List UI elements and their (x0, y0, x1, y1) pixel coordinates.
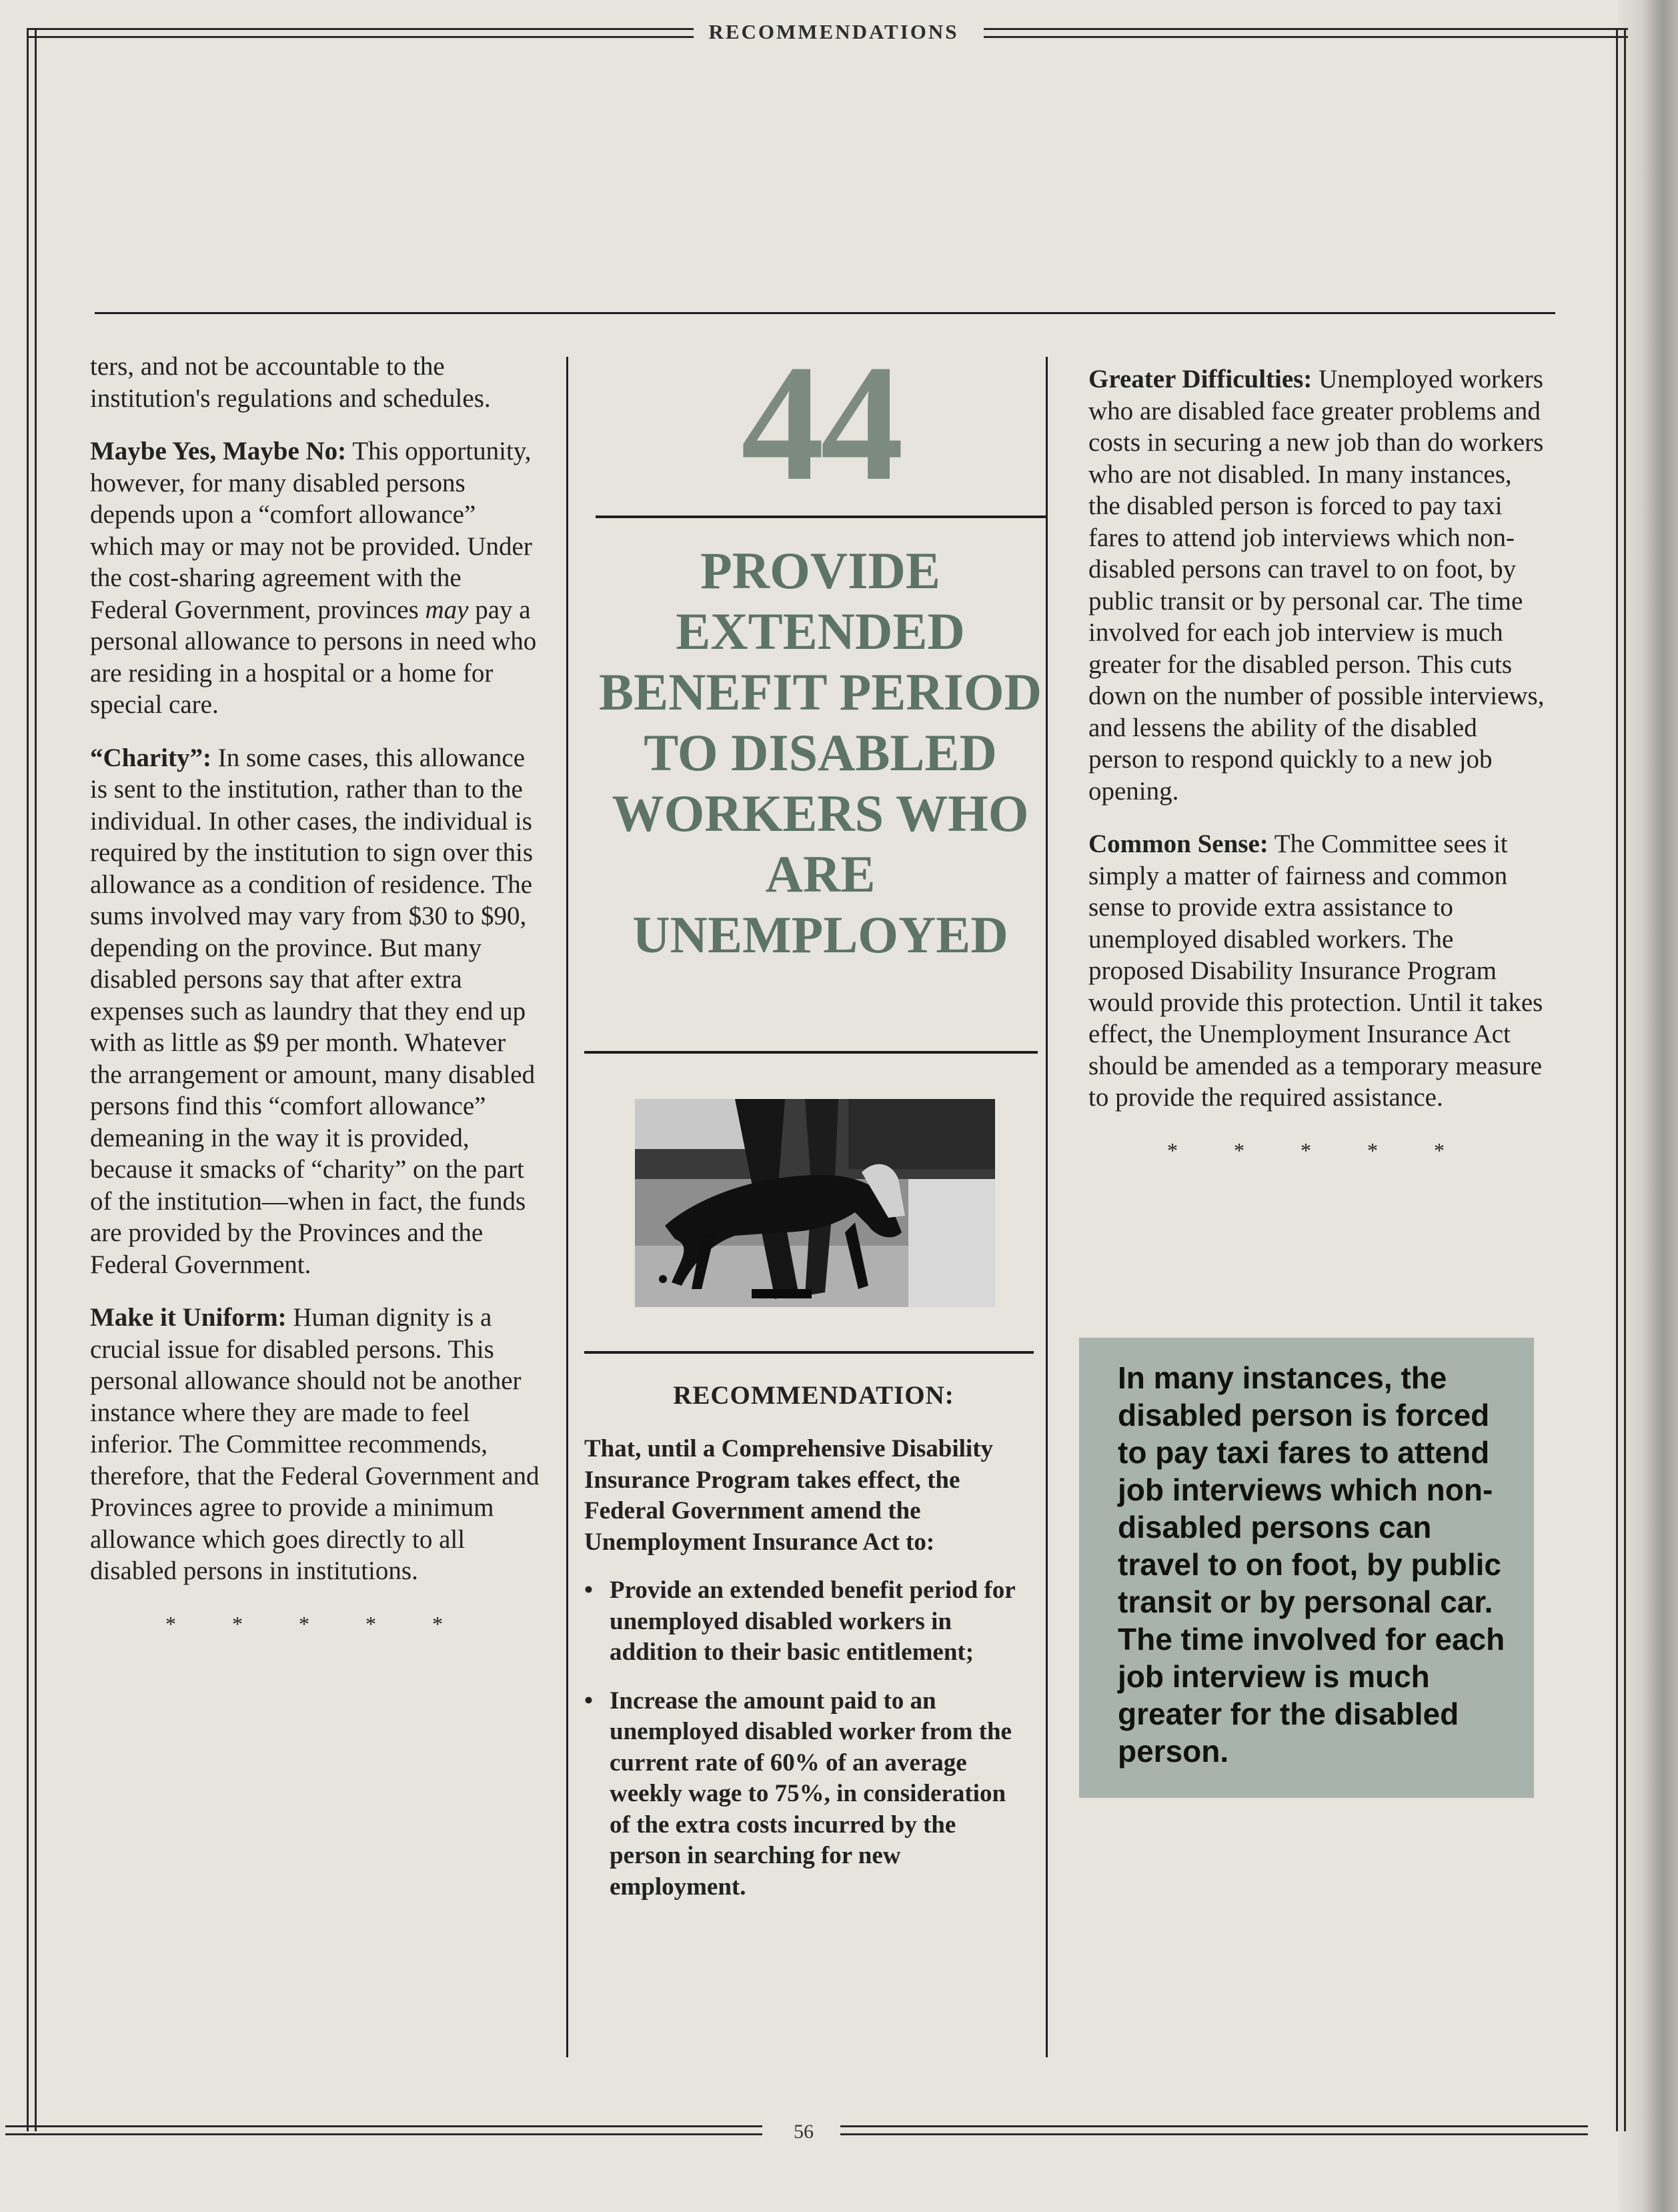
frame-bottom-right-rule (840, 2125, 1588, 2135)
running-header: RECOMMENDATIONS (694, 20, 974, 44)
headline-underline-rule (584, 1051, 1038, 1054)
paragraph-common-sense (1088, 828, 1549, 1114)
paragraph-heading: Greater Difficulties: (1088, 365, 1313, 393)
paragraph-heading: Make it Uniform: (90, 1303, 287, 1332)
guide-dog-photo (635, 1099, 995, 1307)
paragraph-body: In some cases, this allowance is sent to the institution, rather than to the individual. In other cases, the individual is required by the institution to sign over this allowance as a condition of residence. The sums involved may vary from $30 to $90, depending on the province. But many disabled persons say that after extra expenses such as laundry that they end up with as little as $9 per month. Whatever the arrangement or amount, many disabled persons find this “comfort allowance” demeaning in the way it is provided, because it smacks of “charity” on the part of the institution—when in fact, the funds are provided by the Provinces and the Federal Government. (90, 743, 536, 1279)
continued-paragraph: ters, and not be accountable to the institution's regulations and schedules. (90, 352, 491, 413)
photo-underline-rule (584, 1351, 1034, 1354)
number-underline-rule (596, 515, 1047, 518)
page-number: 56 (774, 2121, 834, 2143)
recommendation-label: RECOMMENDATION: (673, 1381, 954, 1410)
recommendation-intro: That, until a Comprehensive Disability Insurance Program takes effect, the Federal Government amend the Unemployment Insurance Act to: (584, 1435, 993, 1556)
frame-top-left-rule (27, 28, 700, 38)
frame-bottom-left-rule (5, 2125, 762, 2135)
recommendation-headline: PROVIDE EXTENDED BENEFIT PERIOD TO DISABLED WORKERS WHO ARE UNEMPLOYED (599, 541, 1042, 964)
paragraph-body: pay a personal allowance to persons in need who are residing in a hospital or a home for special care. (90, 595, 537, 719)
guide-dog-illustration (635, 1099, 995, 1307)
pull-quote-box: In many instances, the disabled person is forced to pay taxi fares to attend job interviews which non-disabled persons can travel to on foot, by public transit or by personal car. The time involved for each job interview is much greater for the disabled person. (1079, 1338, 1534, 1798)
recommendation-point: • Provide an extended benefit period for unemployed disabled workers in addition to their basic entitlement; (584, 1575, 1024, 1669)
right-column (1088, 363, 1549, 1166)
recommendation-list (584, 1575, 1024, 1903)
left-column (90, 351, 544, 1640)
paragraph-greater-difficulties (1088, 363, 1549, 807)
top-section-rule (95, 312, 1555, 314)
paragraph-heading: Maybe Yes, Maybe No: (90, 437, 347, 465)
paragraph-heading: “Charity”: (90, 743, 211, 772)
emphasis-word: may (425, 595, 469, 624)
section-break-stars: * * * * * (1167, 1138, 1470, 1162)
scan-page-edge (1618, 0, 1678, 2212)
frame-right-border (1616, 28, 1626, 2131)
paragraph-body: Human dignity is a crucial issue for disabled persons. This personal allowance should not be another instance where they are made to feel inferior. The Committee recommends, therefore, that the Federal Government and Provinces agree to provide a minimum allowance which goes directly to all disabled persons in institutions. (90, 1303, 540, 1585)
frame-left-border (27, 28, 37, 2131)
paragraph-body: This opportunity, however, for many disabled persons depends upon a “comfort allowance” which may or may not be provided. Under the cost-sharing agreement with the Federal Government, provinces (90, 437, 532, 624)
paragraph-body: Unemployed workers who are disabled face greater problems and costs in securing a new job than do workers who are not disabled. In many instances, the disabled person is forced to pay taxi fares to attend job interviews which non-disabled persons can travel to on foot, by public transit or by personal car. The time involved for each job interview is much greater for the disabled person. This cuts down on the number of possible interviews, and lessens the ability of the disabled person to respond quickly to a new job opening. (1088, 365, 1545, 806)
recommendation-point: • Increase the amount paid to an unemployed disabled worker from the current rate of 60% of an average weekly wage to 75%, in consideration of the extra costs incurred by the person in searching for new employment. (584, 1686, 1024, 1903)
paragraph-make-it-uniform (90, 1302, 544, 1587)
column-divider-left (566, 357, 568, 2057)
section-break-stars: * * * * * (165, 1611, 468, 1636)
recommendation-number: 44 (741, 331, 900, 515)
frame-top-right-rule (984, 28, 1628, 38)
paragraph-body: The Committee sees it simply a matter of fairness and common sense to provide extra assistance to unemployed disabled workers. The proposed Disability Insurance Program would provide this protection. Until it takes effect, the Unemployment Insurance Act should be amended as a temporary measure to provide the required assistance. (1088, 830, 1543, 1112)
paragraph-heading: Common Sense: (1088, 830, 1269, 858)
paragraph-maybe-yes (90, 435, 544, 721)
recommendation-text (584, 1434, 1024, 1920)
paragraph-charity (90, 742, 544, 1281)
